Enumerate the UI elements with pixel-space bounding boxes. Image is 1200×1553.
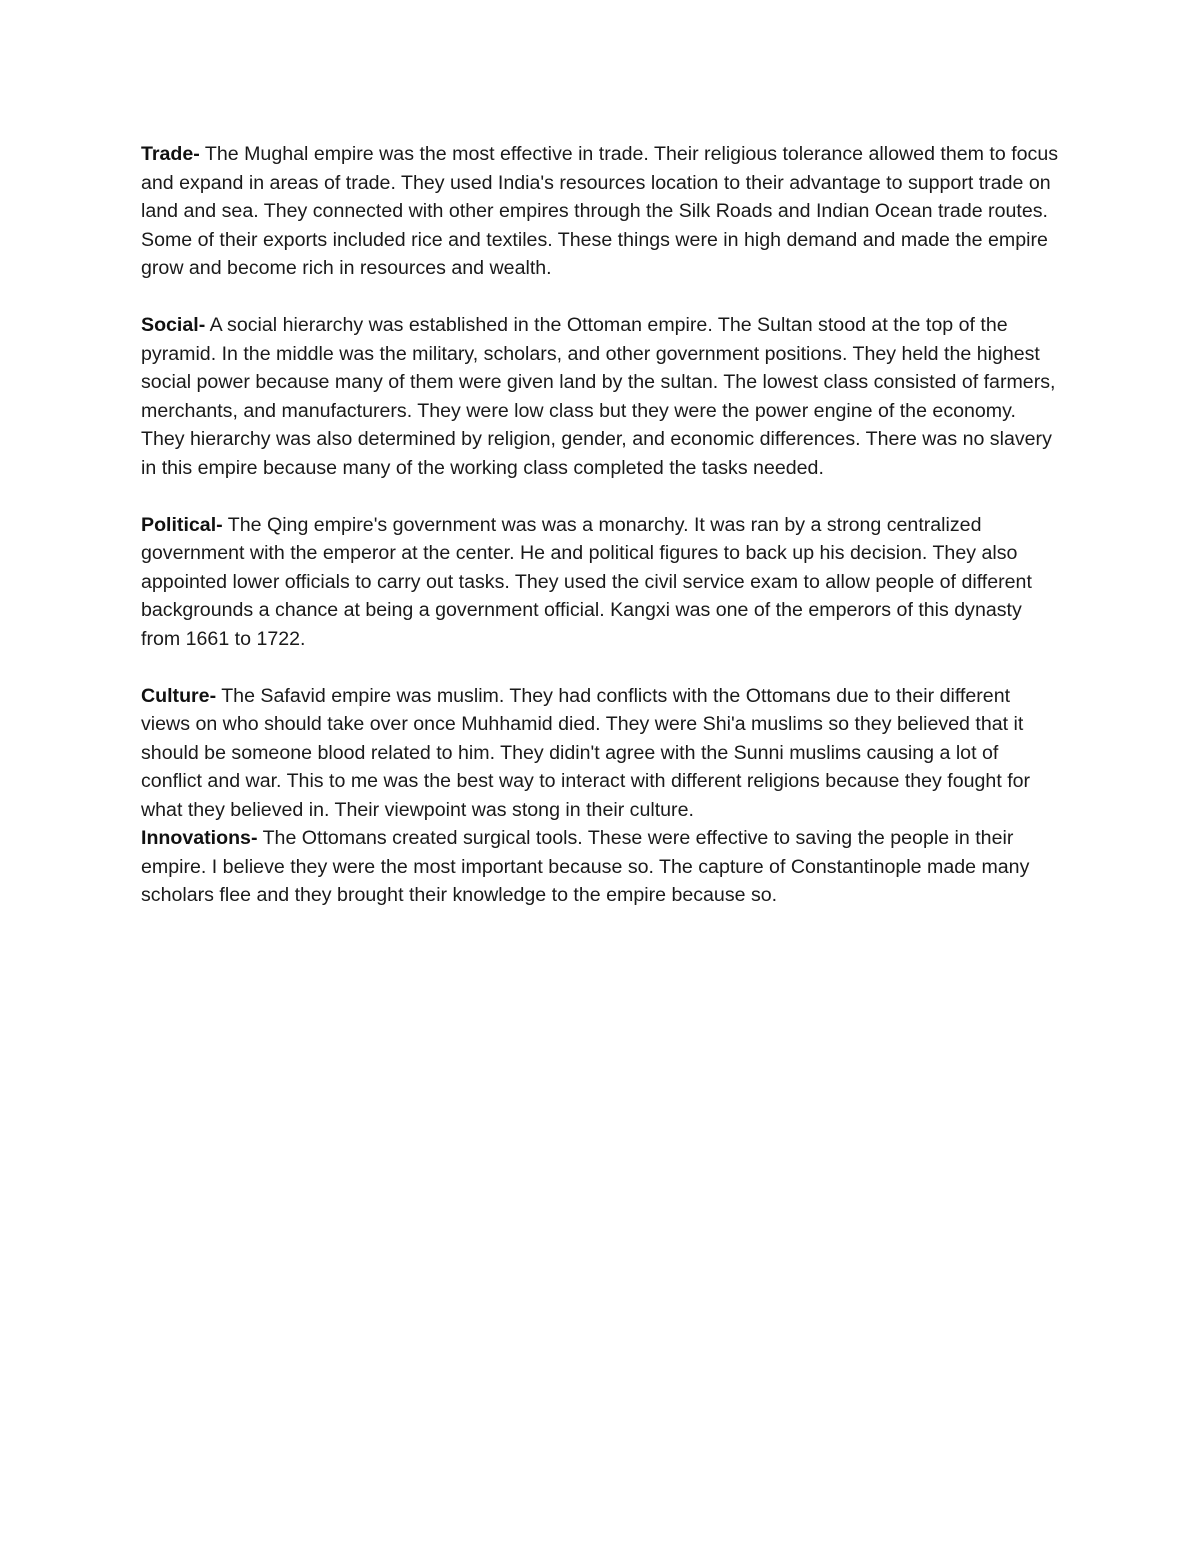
section-innovations: [141, 824, 1061, 910]
paragraph-spacer: [141, 482, 1061, 511]
section-title-political: Political-: [141, 513, 223, 536]
section-trade: [141, 140, 1061, 283]
section-body-social: A social hierarchy was established in the Ottoman empire. The Sultan stood at the top of the pyramid. In the middle was the military, scholars, and other government positions. They held the highest social power because many of them were given land by the sultan. The lowest class consisted of farmers, merchants, and manufacturers. They were low class but they were the power engine of the economy. They hierarchy was also determined by religion, gender, and economic differences. There was no slavery in this empire because many of the working class completed the tasks needed.: [141, 314, 1056, 479]
document-body: [141, 140, 1061, 910]
section-title-trade: Trade-: [141, 143, 200, 165]
section-social: [141, 311, 1061, 482]
section-body-trade: The Mughal empire was the most effective in trade. Their religious tolerance allowed them to focus and expand in areas of trade. They used India's resources location to their advantage to support trade on land and sea. They connected with other empires through the Silk Roads and Indian Ocean trade routes. Some of their exports included rice and textiles. These things were in high demand and made the empire grow and become rich in resources and wealth.: [141, 143, 1059, 279]
section-body-culture: The Safavid empire was muslim. They had conflicts with the Ottomans due to their different views on who should take over once Muhhamid died. They were Shi'a muslims so they believed that it should be someone blood related to him. They didin't agree with the Sunni muslims causing a lot of conflict and war. This to me was the best way to interact with different religions because they fought for what they believed in. Their viewpoint was stong in their culture.: [141, 684, 1031, 821]
paragraph-spacer: [141, 653, 1061, 682]
section-title-culture: Culture-: [141, 684, 217, 707]
section-body-innovations: The Ottomans created surgical tools. These were effective to saving the people in their empire. I believe they were the most important because so. The capture of Constantinople made many scholars flee and they brought their knowledge to the empire because so.: [141, 827, 1030, 906]
section-body-political: The Qing empire's government was was a monarchy. It was ran by a strong centralized government with the emperor at the center. He and political figures to back up his decision. They also appointed lower officials to carry out tasks. They used the civil service exam to allow people of different backgrounds a chance at being a government official. Kangxi was one of the emperors of this dynasty from 1661 to 1722.: [141, 513, 1032, 650]
section-title-social: Social-: [141, 314, 206, 336]
section-political: [141, 511, 1061, 654]
section-title-innovations: Innovations-: [141, 827, 258, 849]
section-culture: [141, 682, 1061, 825]
paragraph-spacer: [141, 283, 1061, 312]
